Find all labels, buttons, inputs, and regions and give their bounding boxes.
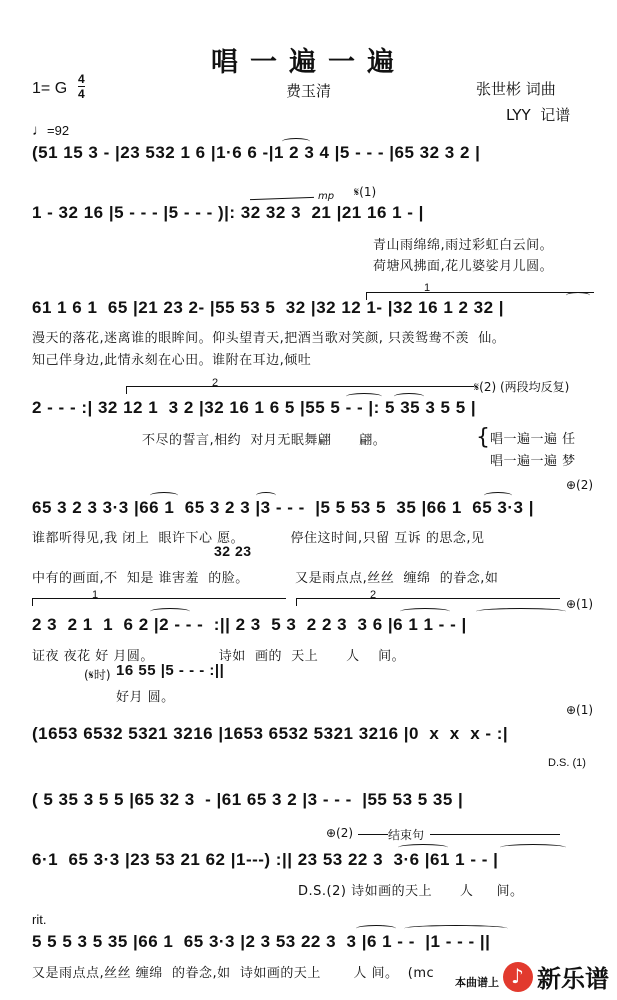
volta-bracket-edge: [296, 598, 297, 606]
crescendo-line: [250, 197, 314, 200]
slur-mark: [476, 608, 566, 615]
slur-mark: [566, 292, 590, 299]
segno-2-repeat-note: 𝄋(2) (两段均反复): [474, 380, 570, 394]
score-row-7-notes: (1653 6532 5321 3216 |1653 6532 5321 3216 |0 x x x - :|: [32, 724, 509, 743]
slur-mark: [404, 925, 508, 932]
lyric-row-9: D.S.(2) 诗如画的天上 人 间。: [298, 884, 524, 899]
lyric-row-10: 又是雨点点,丝丝 缠绵 的眷念,如 诗如画的天上 人 间。 (mc: [32, 966, 435, 981]
slur-mark: [356, 925, 396, 932]
transcriber: LYY 记谱: [506, 106, 571, 124]
volta-bracket-1: [366, 292, 594, 293]
site-name: 新乐谱: [537, 965, 609, 993]
coda-2-mark: ⊕(2): [566, 478, 594, 492]
ds-1-mark: D.S. (1): [548, 757, 586, 769]
lyricist-composer: 张世彬 词曲: [476, 80, 556, 98]
coda-1-mark: ⊕(1): [566, 597, 594, 611]
score-row-1-notes: (51 15 3 - |23 532 1 6 |1·6 6 -|1 2 3 4 |5 - - - |65 32 3 2 |: [32, 143, 481, 162]
slur-mark: [394, 393, 424, 400]
volta-number-1: 1: [424, 282, 431, 294]
volta-number-1: 1: [92, 589, 99, 601]
volta-number-2: 2: [212, 377, 219, 389]
lyric-row-6: 证夜 夜花 好 月圆。 诗如 画的 天上 人 间。: [32, 649, 406, 664]
brace-lyric-verse-1: 唱一遍一遍 任: [490, 432, 576, 447]
singer: 费玉清: [286, 82, 332, 100]
score-row-10-notes: 5 5 5 3 5 35 |66 1 65 3·3 |2 3 53 22 3 3 |6 1 - - |1 - - - ||: [32, 932, 491, 951]
volta-bracket-1: [32, 598, 286, 599]
time-signature: [78, 73, 85, 100]
volta-bracket-2: [296, 598, 560, 599]
tempo-marking: [32, 122, 69, 139]
meter-bottom: 4: [78, 87, 85, 101]
site-logo: [503, 959, 609, 994]
tempo-value: =92: [47, 123, 70, 138]
coda-line: [430, 834, 560, 835]
ritardando-mark: rit.: [32, 912, 47, 927]
slur-mark: [256, 492, 276, 499]
volta-bracket-2: [126, 386, 474, 387]
slur-mark: [346, 393, 382, 400]
brace-lyric-verse-2: 唱一遍一遍 梦: [490, 454, 576, 469]
volta-bracket-edge: [126, 386, 127, 394]
score-row-6-notes: 2 3 2 1 1 6 2 |2 - - - :|| 2 3 5 3 2 2 3 3 6 |6 1 1 - - |: [32, 615, 467, 634]
coda-2-mark: ⊕(2): [326, 826, 354, 840]
lyric-row-3-verse-2: 知己伴身边,此情永刻在心田。谁附在耳边,倾吐: [32, 353, 312, 368]
lyric-row-5-verse-2: 中有的画面,不 知是 谁害羞 的脸。 又是雨点点,丝丝 缠绵 的眷念,如: [32, 571, 499, 586]
quarter-note-icon: ♩: [32, 122, 47, 139]
coda-1-mark: ⊕(1): [566, 703, 594, 717]
segno-1: 𝄋(1): [354, 185, 377, 199]
alternate-ending-notes: 16 55 |5 - - - :||: [116, 662, 225, 679]
lyric-row-5-verse-1: 谁都听得见,我 闭上 眼许下心 愿。 停住这时间,只留 互诉 的思念,见: [32, 531, 485, 546]
segno-alt-mark: (𝄋时): [84, 668, 111, 682]
lyric-row-4: 不尽的誓言,相约 对月无眠舞翩 翩。: [142, 433, 387, 448]
slur-mark: [150, 608, 190, 615]
meter-top: 4: [78, 72, 85, 86]
volta-bracket-edge: [32, 598, 33, 606]
lyric-row-2-verse-2: 荷塘风拂面,花儿婆娑月儿圆。: [373, 259, 554, 274]
score-row-9-notes: 6·1 65 3·3 |23 53 21 62 |1---) :|| 23 53 22 3 3·6 |61 1 - - |: [32, 850, 499, 869]
coda-line: [358, 834, 388, 835]
slur-mark: [400, 608, 450, 615]
score-row-3-notes: 61 1 6 1 65 |21 23 2- |55 53 5 32 |32 12 1- |32 16 1 2 32 |: [32, 298, 505, 317]
alternate-ending-lyric: 好月 圆。: [116, 690, 175, 705]
slur-mark: [282, 138, 310, 145]
lyric-row-3-verse-1: 漫天的落花,迷离谁的眼眸间。仰头望青天,把酒当歌对笑颜, 只羡鸳鸯不羡 仙。: [32, 331, 506, 346]
music-note-icon: [503, 962, 533, 992]
score-row-5-notes: 65 3 2 3 3·3 |66 1 65 3 2 3 |3 - - - |5 5 53 5 35 |66 1 65 3·3 |: [32, 498, 534, 517]
lyric-row-2-verse-1: 青山雨绵绵,雨过彩虹白云间。: [373, 238, 554, 253]
alternate-notes: 32 23: [214, 543, 252, 559]
score-row-8-notes: ( 5 35 3 5 5 |65 32 3 - |61 65 3 2 |3 - - - |55 53 5 35 |: [32, 790, 464, 809]
volta-number-2: 2: [370, 589, 377, 601]
brace-icon: {: [476, 425, 491, 450]
key-signature: 1= G: [32, 80, 68, 97]
ending-phrase-label: 结束句: [388, 828, 425, 842]
score-row-4-notes: 2 - - - :| 32 12 1 3 2 |32 16 1 6 5 |55 5 - - |: 5 35 3 5 5 |: [32, 398, 477, 417]
slur-mark: [500, 844, 566, 851]
dynamic-marking: mp: [318, 191, 335, 202]
slur-mark: [150, 492, 178, 499]
song-title: 唱一遍一遍: [211, 47, 406, 78]
upload-note: 本曲谱上: [455, 976, 499, 989]
slur-mark: [398, 844, 448, 851]
slur-mark: [484, 492, 512, 499]
score-row-2-notes: 1 - 32 16 |5 - - - |5 - - - )|: 32 32 3 21 |21 16 1 - |: [32, 203, 424, 222]
